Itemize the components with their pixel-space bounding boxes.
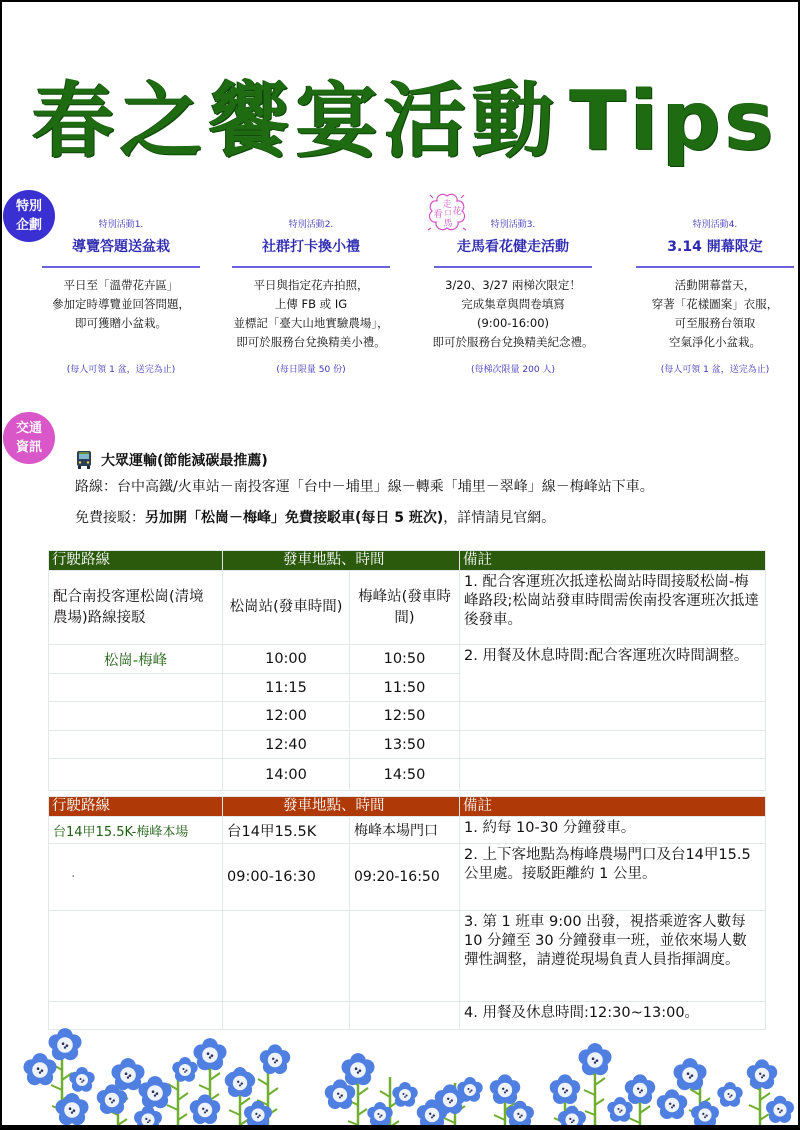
time-2: 09:20-16:50: [350, 844, 460, 911]
header-notes: 備註: [460, 797, 766, 817]
nemophila-flowers-decoration: [0, 1015, 800, 1130]
route-name: 松崗-梅峰: [49, 645, 223, 674]
activity-tag: 特別活動2.: [288, 220, 334, 230]
svg-text:口: 口: [444, 209, 452, 217]
table-row: [49, 844, 766, 911]
route14a-meifeng-shuttle-table: [48, 796, 766, 1030]
table-row: [49, 571, 766, 645]
note-3: 3. 第 1 班車 9:00 出發，視搭乘遊客人數每 10 分鐘至 30 分鐘發車一班，並依來場人數彈性調整，請遵從現場負責人員指揮調度。: [460, 911, 766, 1002]
stray-mark: ·: [49, 844, 223, 911]
songgang-meifeng-shuttle-table: [48, 550, 766, 791]
note-1: 1. 配合客運班次抵達松崗站時間接駁松崗-梅峰路段;松崗站發車時間需俟南投客運班次抵達後發車。: [460, 571, 766, 645]
activity-tag: 特別活動4.: [692, 220, 738, 230]
activity-card-1: [26, 218, 216, 375]
time-1: 09:00-16:30: [223, 844, 350, 911]
badge-line: 資訊: [15, 440, 42, 455]
table-row: 12:40 13:50: [49, 731, 766, 759]
place-1: 台14甲15.5K: [223, 817, 350, 844]
divider: [434, 266, 592, 268]
shuttle-line: 免費接駁：另加開「松崗－梅峰」免費接駁車(每日 5 班次)，詳情請見官網。: [75, 510, 556, 526]
svg-text:花: 花: [452, 207, 462, 217]
page-title: [32, 72, 792, 172]
svg-text:馬: 馬: [443, 219, 453, 229]
table-row: 12:00 12:50: [49, 702, 766, 731]
title-cjk: 春之饗宴活動: [32, 74, 561, 169]
svg-text:看: 看: [433, 210, 443, 220]
table-header-row: [49, 797, 766, 817]
public-transport-heading: [75, 450, 268, 470]
table-row: [49, 817, 766, 844]
table-row: 松崗-梅峰 10:00 10:50 2. 用餐及休息時間:配合客運班次時間調整。: [49, 645, 766, 674]
header-place-time: 發車地點、時間: [223, 797, 460, 817]
activity-name: 3.14 開幕限定: [667, 239, 763, 255]
traffic-info-badge: [3, 412, 55, 464]
activity-description: 平日至「溫帶花卉區」 參加定時導覽並回答問題， 即可獲贈小盆栽。: [52, 278, 190, 330]
activity-description: 活動開幕當天， 穿著「花樣圖案」衣服， 可至服務台領取 空氣淨化小盆栽。: [651, 278, 779, 349]
note-4: 4. 用餐及休息時間:12:30~13:00。: [460, 1002, 766, 1030]
activity-tag: 特別活動3.: [490, 220, 536, 230]
header-notes: 備註: [460, 551, 766, 571]
activity-card-3: [418, 218, 608, 375]
header-place-time: 發車地點、時間: [223, 551, 460, 571]
activity-description: 平日與指定花卉拍照， 上傳 FB 或 IG 並標記「臺大山地實驗農場」， 即可於服務台兌換精美小禮。: [233, 278, 389, 349]
note-1: 1. 約每 10-30 分鐘發車。: [460, 817, 766, 844]
table-header-row: [49, 551, 766, 571]
place-2: 梅峰本場門口: [350, 817, 460, 844]
note-2: 2. 上下客地點為梅峰農場門口及台14甲15.5 公里處。接駁距離約 1 公里。: [460, 844, 766, 911]
activity-limit: (每人可領 1 盆，送完為止): [660, 365, 770, 375]
bus-icon: [75, 450, 93, 470]
title-latin: Tips: [570, 74, 778, 169]
badge-line: 特別: [15, 199, 42, 214]
activity-name: 社群打卡換小禮: [262, 239, 360, 255]
activity-limit: (每日限量 50 份): [276, 365, 346, 375]
badge-line: 企劃: [15, 218, 42, 233]
activity-name: 導覽答題送盆栽: [72, 239, 170, 255]
divider: [42, 266, 200, 268]
activity-card-4: [620, 218, 800, 375]
table-row: 14:00 14:50: [49, 759, 766, 791]
transport-heading-text: 大眾運輸(節能減碳最推薦): [101, 453, 268, 469]
activity-limit: (每人可領 1 盆，送完為止): [66, 365, 176, 375]
divider: [636, 266, 794, 268]
activity-name: 走馬看花健走活動: [457, 239, 569, 255]
note-2: 2. 用餐及休息時間:配合客運班次時間調整。: [460, 645, 766, 702]
svg-text:走: 走: [442, 200, 452, 210]
activity-card-2: [216, 218, 406, 375]
route-name: 台14甲15.5K-梅峰本場: [49, 817, 223, 844]
activity-limit: (每梯次限量 200 人): [471, 365, 555, 375]
header-route: 行駛路線: [49, 797, 223, 817]
route-line: 路線：台中高鐵/火車站－南投客運「台中－埔里」線－轉乘「埔里－翠峰」線－梅峰站下車。: [75, 479, 654, 495]
meifeng-station-header: 梅峰站(發車時間): [350, 571, 460, 645]
header-route: 行駛路線: [49, 551, 223, 571]
table-row: 11:15 11:50: [49, 674, 766, 702]
badge-line: 交通: [15, 421, 42, 436]
table-row: [49, 911, 766, 1002]
route-description: 配合南投客運松崗(清境農場)路線接駁: [49, 571, 223, 645]
activity-tag: 特別活動1.: [98, 220, 144, 230]
divider: [232, 266, 390, 268]
activity-description: 3/20、3/27 兩梯次限定！ 完成集章與問卷填寫 (9:00-16:00) 即可於服務台兌換精美紀念禮。: [432, 278, 594, 349]
songgang-station-header: 松崗站(發車時間): [223, 571, 350, 645]
